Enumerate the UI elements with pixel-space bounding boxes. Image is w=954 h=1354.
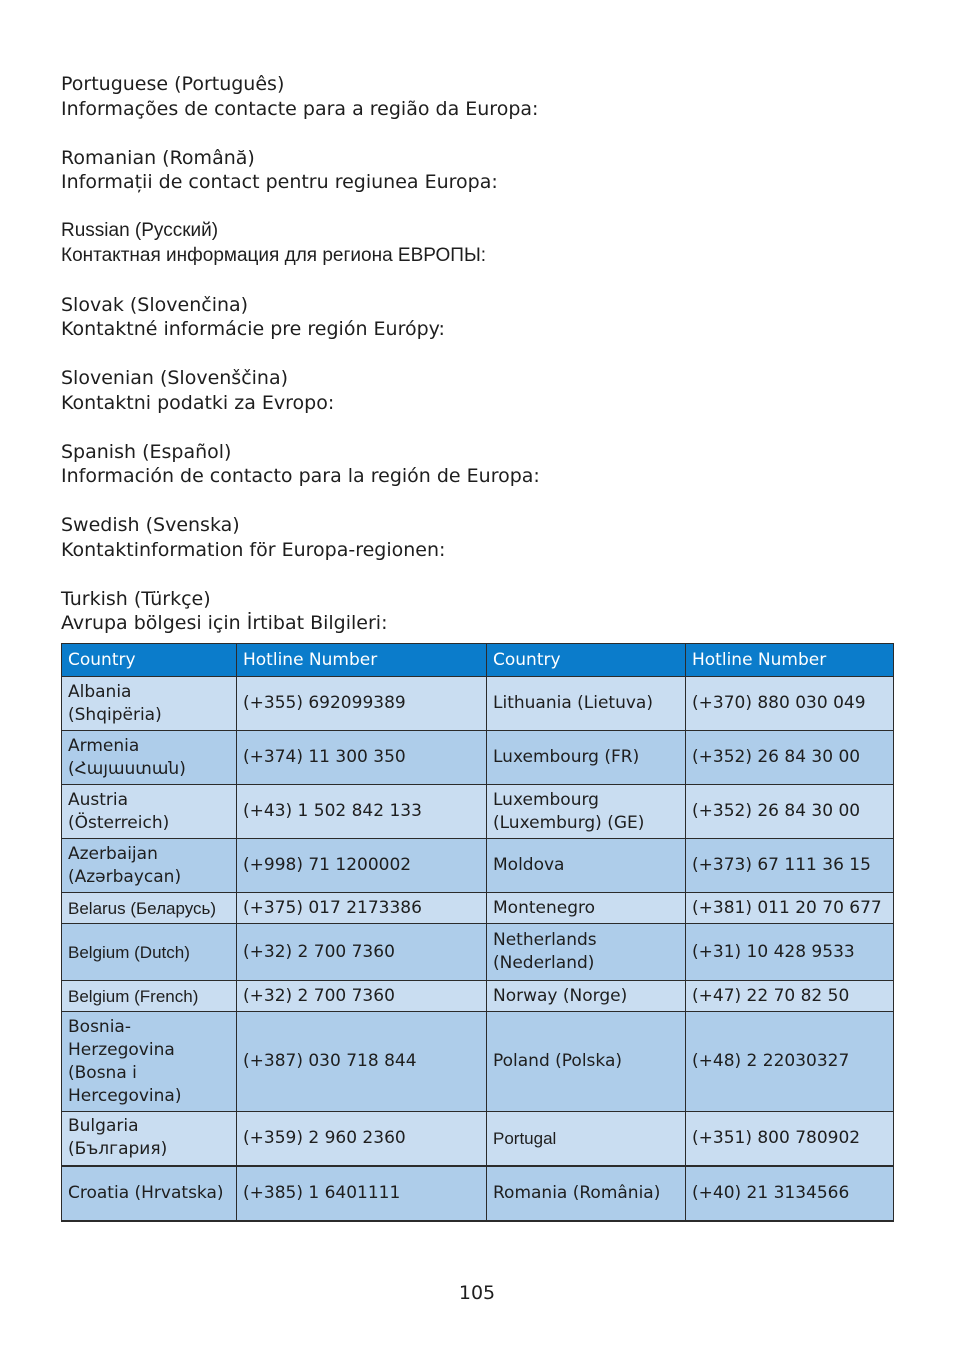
hotline-cell: (+385) 1 6401111 (237, 1166, 487, 1221)
country-cell: Croatia (Hrvatska) (62, 1166, 237, 1221)
country-cell: Portugal (487, 1112, 686, 1166)
language-block-slovak (61, 293, 881, 342)
country-cell: Moldova (487, 839, 686, 893)
language-contact-info: Kontaktni podatki za Evropo: (61, 391, 335, 414)
country-cell: Albania (Shqipëria) (62, 677, 237, 731)
hotline-cell: (+48) 2 22030327 (686, 1012, 894, 1112)
table-row (62, 677, 894, 731)
language-block-swedish (61, 513, 881, 562)
table-row (62, 839, 894, 893)
table-header-row (62, 644, 894, 677)
hotline-cell: (+387) 030 718 844 (237, 1012, 487, 1112)
language-contact-info: Kontaktné informácie pre región Európy: (61, 318, 445, 340)
hotline-cell: (+351) 800 780902 (686, 1112, 894, 1166)
hotline-table (61, 643, 894, 1222)
hotline-cell: (+375) 017 2173386 (237, 893, 487, 924)
column-header-hotline: Hotline Number (237, 644, 487, 677)
language-block-slovenian (61, 366, 881, 415)
hotline-cell: (+43) 1 502 842 133 (237, 785, 487, 839)
language-block-russian (61, 219, 881, 268)
country-cell: Austria (Österreich) (62, 785, 237, 839)
hotline-cell: (+381) 011 20 70 677 (686, 893, 894, 924)
hotline-cell: (+355) 692099389 (237, 677, 487, 731)
language-contact-info: Informații de contact pentru regiunea Europa: (61, 171, 498, 193)
country-cell: Netherlands (Nederland) (487, 924, 686, 981)
hotline-cell: (+374) 11 300 350 (237, 731, 487, 785)
column-header-hotline: Hotline Number (686, 644, 894, 677)
language-contact-info: Контактная информация для региона ЕВРОПЫ: (61, 244, 487, 266)
hotline-cell: (+359) 2 960 2360 (237, 1112, 487, 1166)
hotline-cell: (+998) 71 1200002 (237, 839, 487, 893)
country-cell: Belgium (Dutch) (62, 924, 237, 981)
table-row (62, 731, 894, 785)
language-block-turkish (61, 587, 881, 636)
language-name: Slovak (Slovenčina) (61, 293, 249, 316)
language-name: Russian (Русский) (61, 220, 219, 241)
language-name: Turkish (Türkçe) (61, 587, 211, 610)
country-cell: Bulgaria (България) (62, 1112, 237, 1166)
country-cell: Belgium (French) (62, 981, 237, 1012)
country-cell: Bosnia-Herzegovina (Bosna i Hercegovina) (62, 1012, 237, 1112)
hotline-cell: (+40) 21 3134566 (686, 1166, 894, 1221)
hotline-cell: (+352) 26 84 30 00 (686, 731, 894, 785)
language-contact-info: Informações de contacte para a região da Europa: (61, 97, 539, 120)
table-row (62, 1166, 894, 1221)
language-contact-list (61, 72, 881, 636)
country-cell: Armenia (Հայաստան) (62, 731, 237, 785)
language-block-romanian (61, 146, 881, 195)
country-cell: Luxembourg (Luxemburg) (GE) (487, 785, 686, 839)
country-cell: Azerbaijan (Azərbaycan) (62, 839, 237, 893)
country-cell: Luxembourg (FR) (487, 731, 686, 785)
table-row (62, 785, 894, 839)
hotline-cell: (+370) 880 030 049 (686, 677, 894, 731)
language-name: Slovenian (Slovenščina) (61, 367, 289, 389)
language-name: Romanian (Română) (61, 146, 255, 169)
page-number: 105 (458, 1282, 496, 1304)
language-contact-info: Información de contacto para la región de Europa: (61, 465, 540, 487)
language-block-spanish (61, 440, 881, 489)
country-cell: Romania (România) (487, 1166, 686, 1221)
hotline-cell: (+352) 26 84 30 00 (686, 785, 894, 839)
hotline-cell: (+31) 10 428 9533 (686, 924, 894, 981)
language-name: Portuguese (Português) (61, 73, 285, 95)
language-contact-info: Kontaktinformation för Europa-regionen: (61, 538, 446, 561)
language-contact-info: Avrupa bölgesi için İrtibat Bilgileri: (61, 612, 388, 634)
column-header-country: Country (487, 644, 686, 677)
country-cell: Montenegro (487, 893, 686, 924)
country-cell: Belarus (Беларусь) (62, 893, 237, 924)
language-name: Swedish (Svenska) (61, 514, 240, 536)
table-row (62, 981, 894, 1012)
hotline-cell: (+47) 22 70 82 50 (686, 981, 894, 1012)
hotline-cell: (+373) 67 111 36 15 (686, 839, 894, 893)
table-row (62, 893, 894, 924)
language-name: Spanish (Español) (61, 440, 232, 463)
country-cell: Norway (Norge) (487, 981, 686, 1012)
hotline-cell: (+32) 2 700 7360 (237, 924, 487, 981)
language-block-portuguese (61, 72, 881, 121)
table-row (62, 1112, 894, 1166)
table-row (62, 1012, 894, 1112)
country-cell: Poland (Polska) (487, 1012, 686, 1112)
column-header-country: Country (62, 644, 237, 677)
table-row (62, 924, 894, 981)
hotline-cell: (+32) 2 700 7360 (237, 981, 487, 1012)
country-cell: Lithuania (Lietuva) (487, 677, 686, 731)
